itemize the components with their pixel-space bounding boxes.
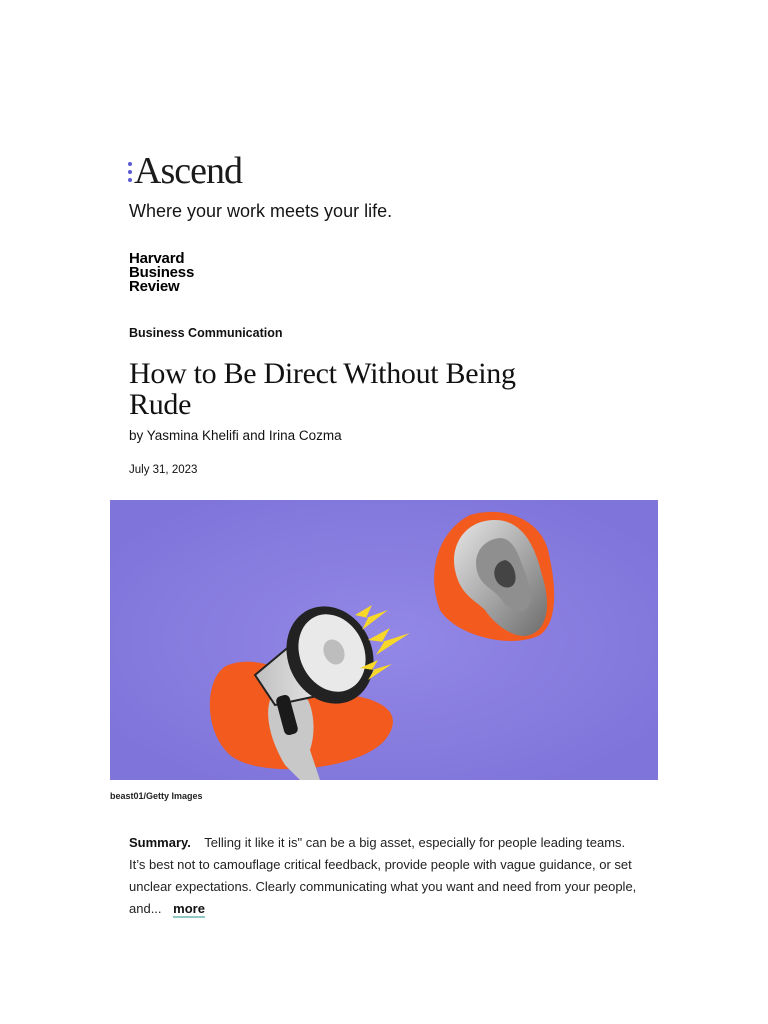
article-topic[interactable]: Business Communication (129, 326, 283, 340)
image-credit: beast01/Getty Images (110, 791, 203, 801)
summary-text: Telling it like it is" can be a big asset, especially for people leading teams. It’s best not to camouflage critical feedback, provide people with vague guidance, or set unclear expectations. Clearly communicating what you want and need from your people, and... (129, 835, 637, 916)
article-summary (129, 832, 639, 920)
hbr-logo-line: Harvard (129, 250, 185, 267)
ascend-logo-text: Ascend (134, 150, 242, 192)
hbr-logo[interactable] (129, 252, 194, 294)
hbr-logo-line: Business (129, 264, 195, 281)
hero-image (110, 500, 658, 780)
article-byline: by Yasmina Khelifi and Irina Cozma (129, 428, 342, 443)
summary-label: Summary. (129, 835, 191, 850)
ascend-logo-dots (128, 162, 132, 182)
article-title: How to Be Direct Without Being Rude (129, 357, 516, 421)
hbr-logo-line: Review (129, 278, 180, 295)
tagline: Where your work meets your life. (129, 201, 393, 221)
ascend-logo[interactable] (128, 150, 242, 190)
article-date: July 31, 2023 (129, 464, 198, 476)
more-link[interactable]: more (173, 901, 205, 916)
